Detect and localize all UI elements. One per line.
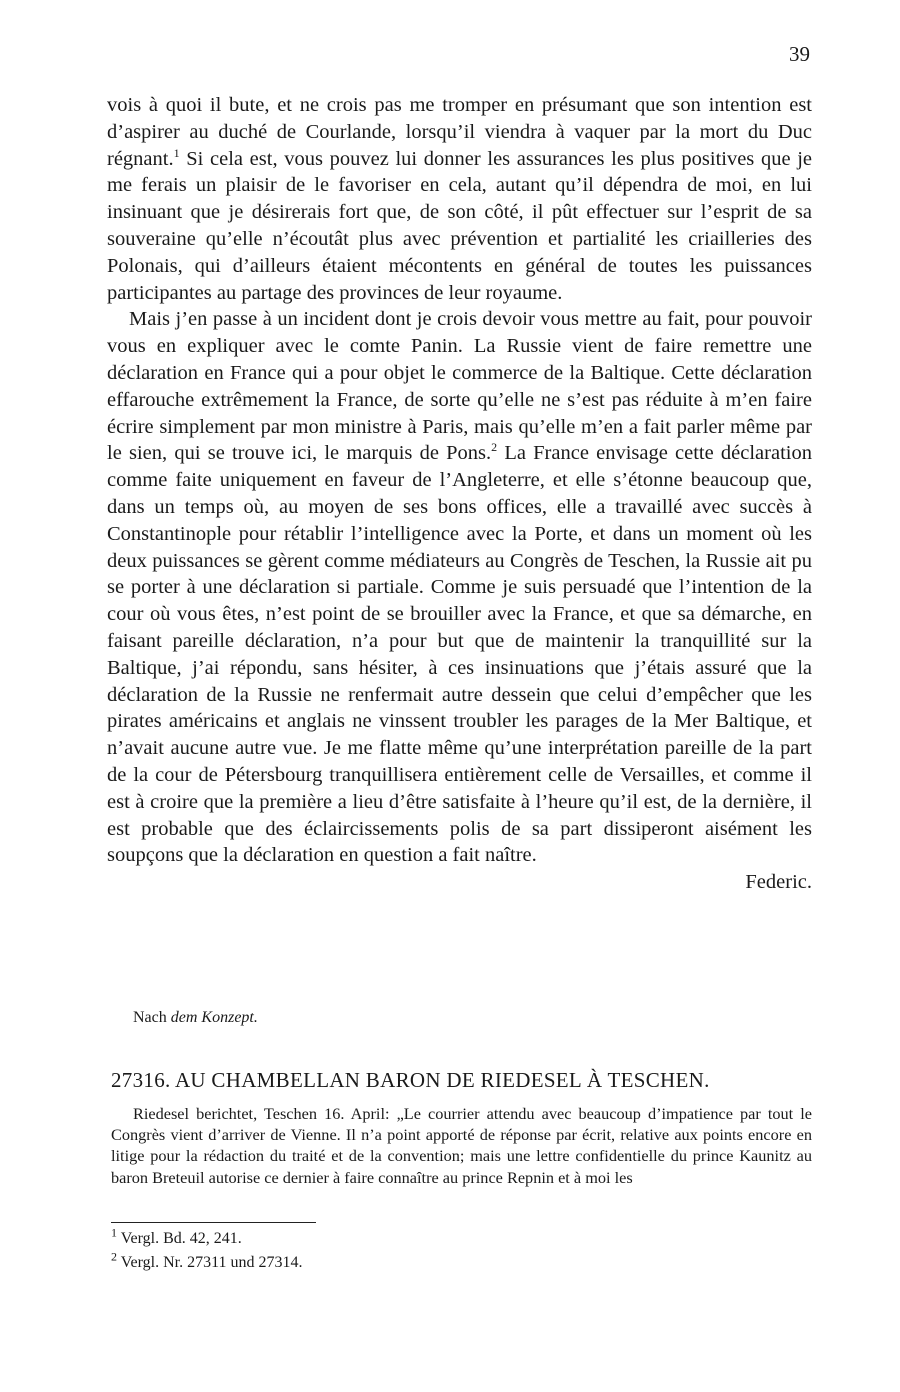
letter-body	[107, 92, 812, 896]
footnote-1	[111, 1225, 242, 1248]
letter-heading: 27316. AU CHAMBELLAN BARON DE RIEDESEL À TESCHEN.	[111, 1068, 710, 1092]
footnote-ref-2: 2	[491, 440, 498, 455]
footnote-ref-1: 1	[173, 145, 180, 160]
footnote-2	[111, 1249, 303, 1272]
footnote-2-mark: 2	[111, 1249, 117, 1264]
footnote-1-mark: 1	[111, 1225, 117, 1240]
summary-text: Riedesel berichtet, Teschen 16. April: „Le courrier attendu avec beaucoup d’impatience par tout le Congrès vient d’arriver de Vienne. Il n’a point apporté de réponse par écrit, relative aux points encore en litige pour la rédaction du traité et de la convention; mais une lettre confidentielle du prince Kaunitz au baron Breteuil autorise ce dernier à faire connaître au prince Repnin et à moi les	[111, 1104, 812, 1187]
paragraph-2	[107, 306, 812, 869]
footnote-2-text: Vergl. Nr. 27311 und 27314.	[120, 1254, 303, 1271]
footnote-divider	[111, 1222, 316, 1223]
footnote-1-text: Vergl. Bd. 42, 241.	[120, 1230, 242, 1247]
paragraph-2-text-b: La France envisage cette déclaration comme faite uniquement en faveur de l’Angleterre, et elle s’étonne beaucoup que, dans un temps où, au moyen de ses bons offices, elle a travaillé avec succès à Constantinople pour rétablir l’intelligence avec la Porte, et dans un moment où les deux puissances se gèrent comme médiateurs au Congrès de Teschen, la Russie ait pu se porter à une déclaration si partiale. Comme je suis persuadé que l’intention de la cour où vous êtes, n’est point de se brouiller avec la France, et que sa démarche, en faisant pareille déclaration, n’a pour but que de maintenir la tranquillité sur la Baltique, j’ai répondu, sans hésiter, à ces insinuations que j’étais assuré que la déclaration de la Russie ne renfermait autre dessein que celui d’empêcher que les pirates américains et anglais ne vinssent troubler les parages de la Mer Baltique, et n’avait aucune autre vue. Je me flatte même qu’une interprétation pareille de la part de la cour de Pétersbourg tranquillisera entièrement celle de Versailles, et comme il est à croire que la première a lieu d’être satisfaite à l’heure qu’il est, de la dernière, il est probable que des éclaircissements polis de sa part dissiperont aisément les soupçons que la déclaration en question a fait naître.	[107, 442, 812, 867]
paragraph-2-text-a: Mais j’en passe à un incident dont je crois devoir vous mettre au fait, pour pouvoir vous en expliquer avec le comte Panin. La Russie vient de faire remettre une déclaration en France qui a pour objet le commerce de la Baltique. Cette déclaration effarouche extrêmement la France, de sorte qu’elle ne s’est pas réduite à m’en faire écrire simplement par mon ministre à Paris, mais qu’elle m’en a fait parler même par le sien, qui se trouve ici, le marquis de Pons.	[107, 308, 812, 465]
summary-block	[111, 1103, 812, 1188]
source-prefix: Nach	[133, 1009, 171, 1026]
paragraph-1	[107, 92, 812, 306]
source-note	[133, 1009, 258, 1027]
signature: Federic.	[745, 871, 812, 894]
paragraph-1-text-a: vois à quoi il bute, et ne crois pas me tromper en présumant que son intention est d’aspirer au duché de Courlande, lorsqu’il viendra à vaquer par la mort du Duc régnant.	[107, 94, 812, 170]
source-italic: dem Konzept.	[170, 1009, 258, 1026]
paragraph-1-text-b: Si cela est, vous pouvez lui donner les assurances les plus positives que je me ferais un plaisir de le favoriser en cela, autant qu’il dépendra de moi, en lui insinuant que je désirerais fort que, de son côté, il pût effectuer sur l’esprit de sa souveraine qu’elle n’écoutât plus avec prévention et partialité les criailleries des Polonais, qui d’ailleurs étaient mécontents en général de toutes les puissances participantes au partage des provinces de leur royaume.	[107, 147, 812, 304]
page-number: 39	[789, 42, 810, 66]
